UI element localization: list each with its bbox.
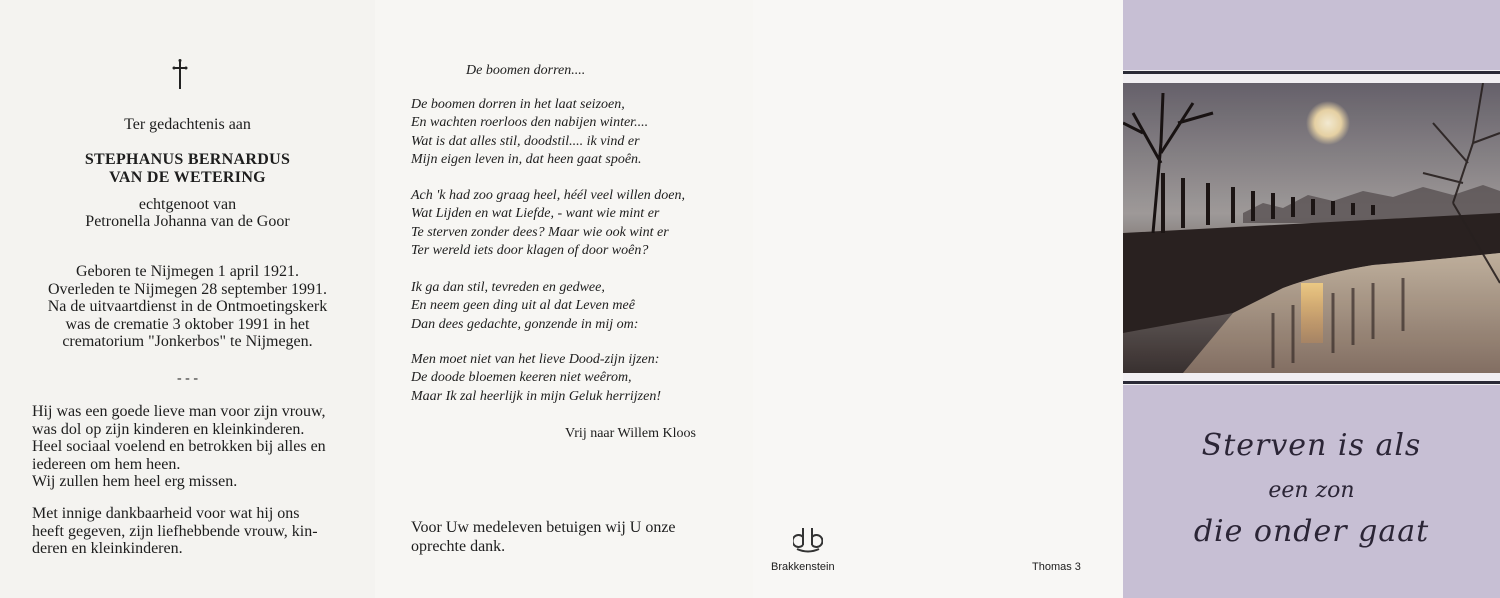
poem-line: En neem geen ding uit al dat Leven meê (411, 298, 635, 314)
tribute-line: Wij zullen hem heel erg missen. (32, 473, 238, 490)
poem-line: De boomen dorren in het laat seizoen, (411, 97, 625, 112)
poem-line: Dan dees gedachte, gonzende in mij om: (411, 316, 639, 332)
cover-line-1: Sterven is als (1201, 428, 1422, 463)
divider-rule-bottom (1123, 381, 1500, 384)
in-memory-heading: Ter gedachtenis aan (124, 116, 251, 133)
poem-title: De boomen dorren.... (466, 63, 586, 78)
life-line: crematorium "Jonkerbos" te Nijmegen. (62, 333, 313, 350)
brand-name: Brakkenstein (771, 561, 835, 573)
divider-rule-top (1123, 71, 1500, 74)
card-code: Thomas 3 (1032, 561, 1081, 573)
poem-line: Wat is dat alles stil, doodstil.... ik vind er (411, 133, 640, 149)
poem-stanza-1 (411, 96, 648, 170)
thanks-line-2: oprechte dank. (411, 538, 506, 555)
spouse-label: echtgenoot van (138, 196, 237, 213)
tribute-paragraph (32, 403, 334, 491)
poem-stanza-4 (411, 351, 661, 406)
brakkenstein-logo-icon (793, 525, 823, 555)
poem-stanza-3 (411, 279, 638, 334)
deceased-name-line1: STEPHANUS BERNARDUS (84, 151, 291, 168)
poem-line: En wachten roerloos den nabijen winter.... (411, 115, 649, 131)
sunset-photo (1123, 83, 1500, 373)
poem-line: Wat Lijden en wat Liefde, - want wie mint er (411, 206, 660, 222)
lavender-band-top (1123, 0, 1500, 70)
life-details (0, 263, 375, 351)
poem-line: Ach 'k had zoo graag heel, héél veel willen doen, (411, 188, 685, 203)
life-line: Geboren te Nijmegen 1 april 1921. (75, 263, 300, 280)
separator: - - - (177, 371, 198, 386)
tribute-line: iedereen om hem heen. (32, 455, 181, 473)
cross-icon (171, 58, 189, 90)
poem-line: Men moet niet van het lieve Dood-zijn ijzen: (411, 352, 660, 367)
life-line: was de crematie 3 oktober 1991 in het (65, 315, 310, 333)
gratitude-paragraph (32, 505, 334, 558)
back-panel (753, 0, 1123, 598)
spouse-name: Petronella Johanna van de Goor (85, 213, 290, 230)
deceased-name-line2: VAN DE WETERING (109, 169, 266, 186)
cover-panel (1123, 0, 1500, 598)
poem-line: Ter wereld iets door klagen of door woên? (411, 243, 649, 259)
gratitude-line: Met innige dankbaarheid voor wat hij ons (32, 505, 300, 522)
thanks-message (411, 518, 718, 556)
gratitude-line: deren en kleinkinderen. (32, 540, 183, 557)
tribute-line: was dol op zijn kinderen en kleinkinderen. (32, 420, 305, 438)
cover-line-3: die onder gaat (1193, 514, 1430, 549)
poem-line: Ik ga dan stil, tevreden en gedwee, (411, 280, 605, 295)
gratitude-line: heeft gegeven, zijn liefhebbende vrouw, kin- (32, 522, 318, 540)
poem-line: Te sterven zonder dees? Maar wie ook wint er (411, 224, 669, 240)
poem-line: Maar Ik zal heerlijk in mijn Geluk herrijzen! (411, 388, 662, 404)
life-line: Overleden te Nijmegen 28 september 1991. (47, 280, 328, 298)
life-line: Na de uitvaartdienst in de Ontmoetingskerk (47, 298, 328, 315)
thanks-line-1: Voor Uw medeleven betuigen wij U onze (411, 519, 676, 536)
poem-line: De doode bloemen keeren niet weêrom, (411, 370, 632, 386)
cover-line-2: een zon (1268, 478, 1355, 503)
tribute-line: Hij was een goede lieve man voor zijn vrouw, (32, 403, 326, 420)
poem-stanza-2 (411, 187, 685, 261)
poem-attribution: Vrij naar Willem Kloos (565, 426, 696, 441)
tribute-line: Heel sociaal voelend en betrokken bij alles en (32, 438, 326, 455)
memorial-text-panel (0, 0, 375, 598)
poem-line: Mijn eigen leven in, dat heen gaat spoên. (411, 152, 642, 168)
